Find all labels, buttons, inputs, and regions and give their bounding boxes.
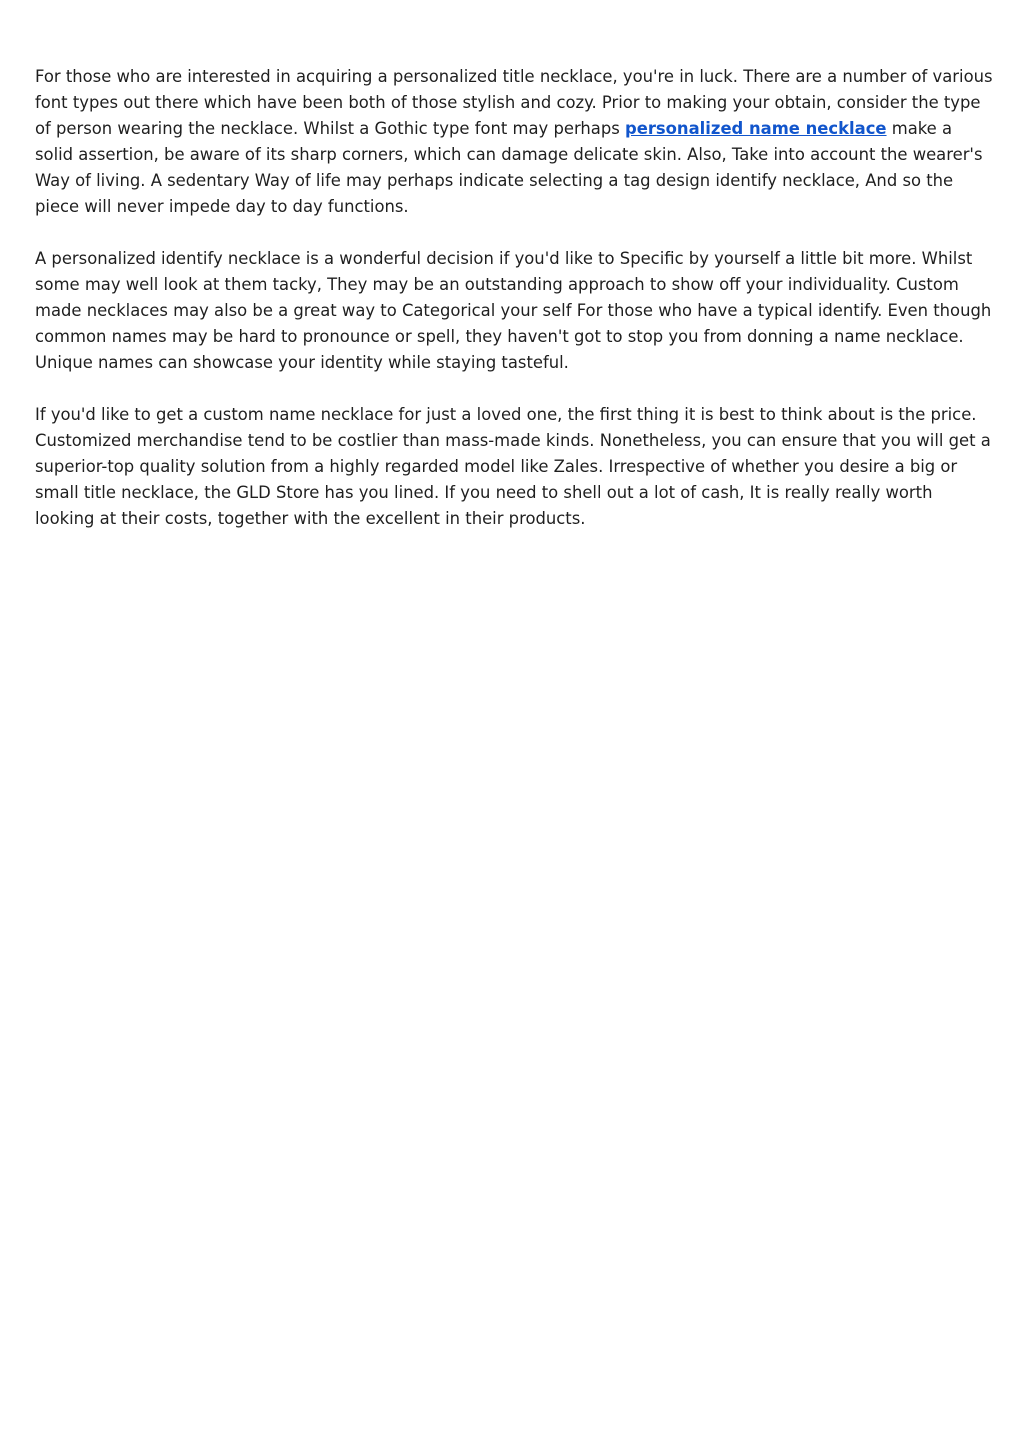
- document-body: [35, 64, 995, 558]
- paragraph-2: A personalized identify necklace is a wonderful decision if you'd like to Specific by yourself a little bit more. Whilst some may well look at them tacky, They may be an outstanding approach to show off your individuality. Custom made necklaces may also be a great way to Categorical your self For those who have a typical identify. Even though common names may be hard to pronounce or spell, they haven't got to stop you from donning a name necklace. Unique names can showcase your identity while staying tasteful.: [35, 249, 992, 372]
- personalized-name-necklace-link[interactable]: personalized name necklace: [624, 119, 887, 138]
- paragraph-3: If you'd like to get a custom name necklace for just a loved one, the first thing it is best to think about is the price. Customized merchandise tend to be costlier than mass-made kinds. Nonetheless, you can ensure that you will get a superior-top quality solution from a highly regarded model like Zales. Irrespective of whether you desire a big or small title necklace, the GLD Store has you lined. If you need to shell out a lot of cash, It is really really worth looking at their costs, together with the excellent in their products.: [35, 405, 991, 528]
- paragraph-1-text-after-link: make a solid assertion, be aware of its sharp corners, which can damage delicate skin. Also, Take into account the wearer's Way of living. A sedentary Way of life may perhaps indicate selecting a tag design identify necklace, And so the piece will never impede day to day functions.: [35, 119, 983, 216]
- paragraph-1: [35, 64, 995, 220]
- paragraph-1-text-before-link: For those who are interested in acquiring a personalized title necklace, you're in luck. There are a number of various font types out there which have been both of those stylish and cozy. Prior to making your obtain, consider the type of person wearing the necklace. Whilst a Gothic type font may perhaps: [35, 67, 993, 138]
